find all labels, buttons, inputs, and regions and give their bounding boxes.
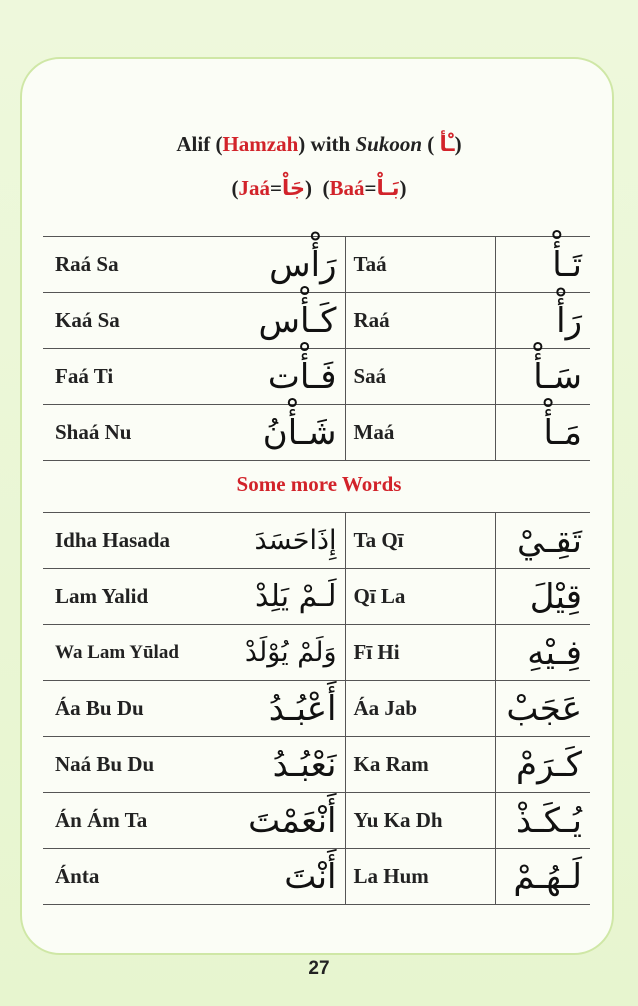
table-more-words <box>43 512 590 905</box>
word-transliteration: Naá Bu Du <box>43 737 204 793</box>
table-row <box>43 293 590 349</box>
word-arabic: أَعْبُـدُ <box>204 681 345 737</box>
word-arabic: شَـأْنُ <box>204 405 345 461</box>
word-transliteration: Qī La <box>345 569 495 625</box>
table-row <box>43 237 590 293</box>
syllable-transliteration: Maá <box>345 405 495 461</box>
table-row <box>43 681 590 737</box>
table-row <box>43 513 590 569</box>
word-arabic: عَجَبْ <box>495 681 590 737</box>
word-arabic: لَـهُـمْ <box>495 849 590 905</box>
syllable-transliteration: Saá <box>345 349 495 405</box>
word-transliteration: Áa Bu Du <box>43 681 204 737</box>
word-transliteration: Ka Ram <box>345 737 495 793</box>
word-arabic: إِذَاحَسَدَ <box>204 513 345 569</box>
word-arabic: رَأْس <box>204 237 345 293</box>
word-transliteration: Fī Hi <box>345 625 495 681</box>
word-arabic: كَـأْس <box>204 293 345 349</box>
word-transliteration: Faá Ti <box>43 349 204 405</box>
word-arabic: تَقِـيْ <box>495 513 590 569</box>
syllable-transliteration: Taá <box>345 237 495 293</box>
word-arabic: نَعْبُـدُ <box>204 737 345 793</box>
word-transliteration: Idha Hasada <box>43 513 204 569</box>
syllable-arabic: سَـأْ <box>495 349 590 405</box>
word-transliteration: Wa Lam Yūlad <box>43 625 204 681</box>
word-transliteration: Shaá Nu <box>43 405 204 461</box>
table-row <box>43 569 590 625</box>
word-transliteration: Ánta <box>43 849 204 905</box>
word-transliteration: Án Ám Ta <box>43 793 204 849</box>
page-number: 27 <box>308 958 330 979</box>
word-transliteration: Áa Jab <box>345 681 495 737</box>
title-sukoon: Sukoon <box>355 132 423 156</box>
syllable-arabic: رَأْ <box>495 293 590 349</box>
example-2-latin: Baá <box>329 176 365 200</box>
syllable-arabic: تَـأْ <box>495 237 590 293</box>
title-hamzah: Hamzah <box>222 132 299 156</box>
word-arabic: قِيْلَ <box>495 569 590 625</box>
word-arabic: أَنْعَمْتَ <box>204 793 345 849</box>
word-arabic: لَـمْ يَلِدْ <box>204 569 345 625</box>
table-row <box>43 349 590 405</box>
section-title: Some more Words <box>236 472 402 496</box>
example-1-arabic: جَاْ <box>282 176 306 200</box>
word-arabic: وَلَمْ يُوْلَدْ <box>204 625 345 681</box>
table-row <box>43 737 590 793</box>
table-row <box>43 793 590 849</box>
word-transliteration: Kaá Sa <box>43 293 204 349</box>
table-row <box>43 849 590 905</box>
word-arabic: فِـيْهِ <box>495 625 590 681</box>
word-transliteration: Lam Yalid <box>43 569 204 625</box>
table-alif-sukoon <box>43 236 590 461</box>
syllable-arabic: مَـأْ <box>495 405 590 461</box>
page-subtitle: (Jaá=جَاْ) (Baá=بَـاْ) <box>231 176 407 200</box>
word-transliteration: Ta Qī <box>345 513 495 569</box>
word-transliteration: La Hum <box>345 849 495 905</box>
page-title: Alif (Hamzah) with Sukoon ( ـْأ) <box>176 132 462 156</box>
word-transliteration: Yu Ka Dh <box>345 793 495 849</box>
table-row <box>43 405 590 461</box>
word-arabic: يُـكَـذْ <box>495 793 590 849</box>
title-glyph: ـْأ <box>439 132 455 156</box>
table-row <box>43 625 590 681</box>
word-arabic: أَنْتَ <box>204 849 345 905</box>
word-arabic: فَـأْت <box>204 349 345 405</box>
word-transliteration: Raá Sa <box>43 237 204 293</box>
syllable-transliteration: Raá <box>345 293 495 349</box>
example-1-latin: Jaá <box>238 176 271 200</box>
word-arabic: كَـرَمْ <box>495 737 590 793</box>
example-2-arabic: بَـاْ <box>376 176 400 200</box>
